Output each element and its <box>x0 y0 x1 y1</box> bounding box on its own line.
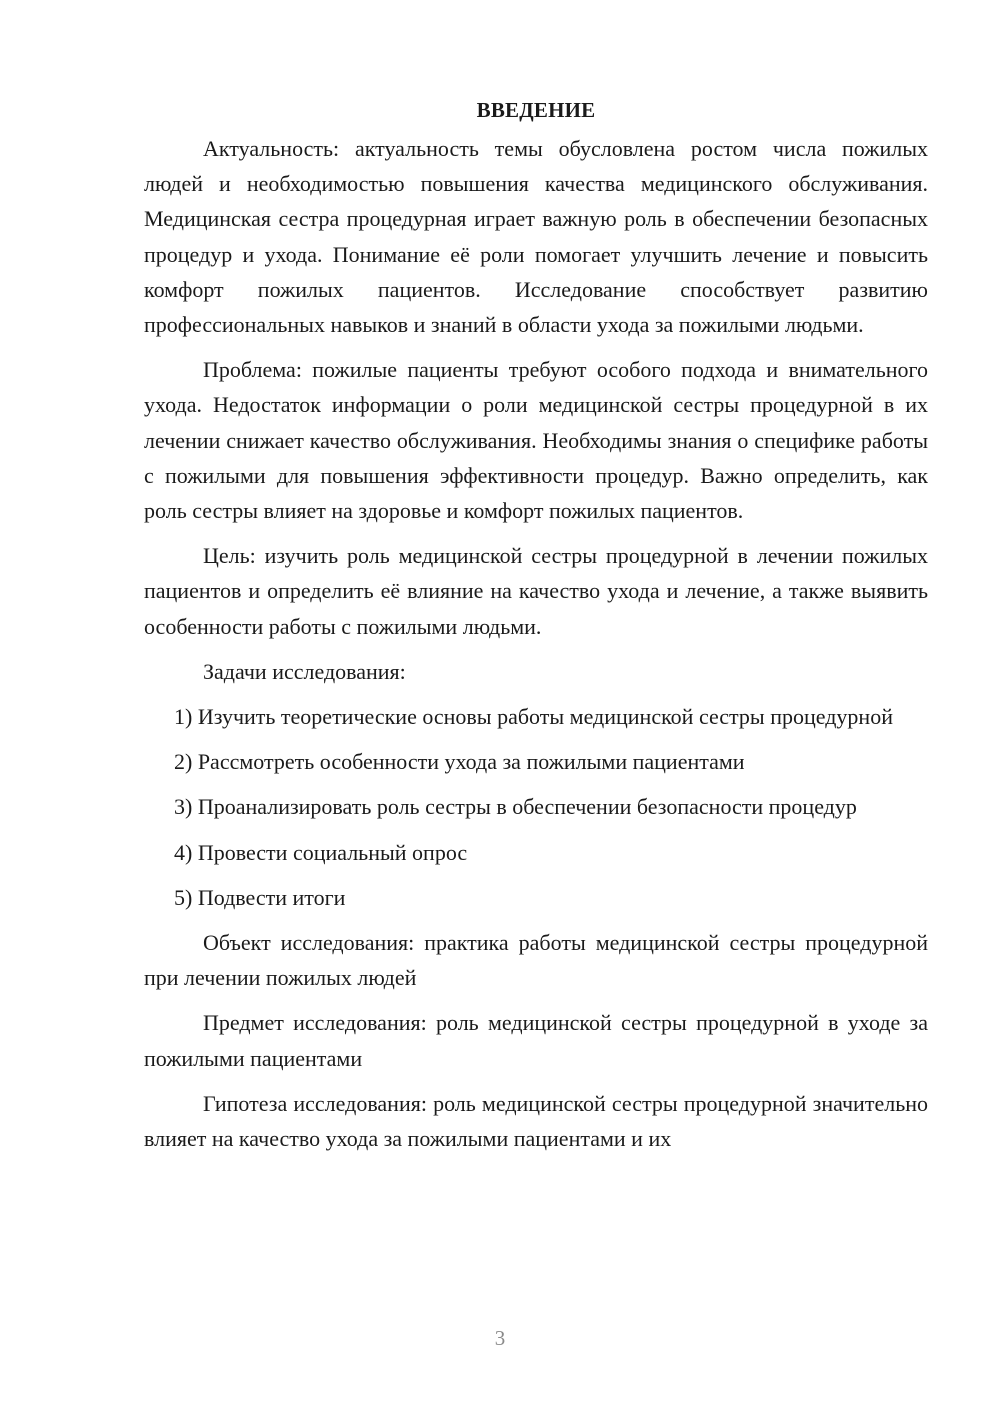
relevance-paragraph: Актуальность: актуальность темы обусловлена ростом числа пожилых людей и необходимостью повышения качества медицинского обслуживания. Медицинская сестра процедурная играет важную роль в обеспечении безопасных процедур и ухода. Понимание её роли помогает улучшить лечение и повысить комфорт пожилых пациентов. Исследование способствует развитию профессиональных навыков и знаний в области ухода за пожилыми людьми. <box>144 136 928 338</box>
task-item: 4) Провести социальный опрос <box>174 839 468 865</box>
tasks-heading: Задачи исследования: <box>203 658 406 684</box>
object-paragraph: Объект исследования: практика работы медицинской сестры процедурной при лечении пожилых людей <box>144 930 928 991</box>
subject-paragraph: Предмет исследования: роль медицинской сестры процедурной в уходе за пожилыми пациентами <box>144 1010 928 1071</box>
section-title: ВВЕДЕНИЕ <box>476 98 596 122</box>
tasks-list <box>144 699 928 915</box>
task-item: 3) Проанализировать роль сестры в обеспечении безопасности процедур <box>174 794 857 820</box>
problem-paragraph: Проблема: пожилые пациенты требуют особого подхода и внимательного ухода. Недостаток информации о роли медицинской сестры процедурной в их лечении снижает качество обслуживания. Необходимы знания о специфике работы с пожилыми для повышения эффективности процедур. Важно определить, как роль сестры влияет на здоровье и комфорт пожилых пациентов. <box>144 357 928 524</box>
goal-paragraph: Цель: изучить роль медицинской сестры процедурной в лечении пожилых пациентов и определить её влияние на качество ухода и лечение, а также выявить особенности работы с пожилыми людьми. <box>144 543 928 639</box>
task-item: 1) Изучить теоретические основы работы медицинской сестры процедурной <box>174 704 893 730</box>
hypothesis-paragraph: Гипотеза исследования: роль медицинской сестры процедурной значительно влияет на качество ухода за пожилыми пациентами и их <box>144 1090 928 1152</box>
page-number: 3 <box>494 1326 506 1350</box>
document-page <box>144 92 928 1166</box>
task-item: 5) Подвести итоги <box>174 884 346 910</box>
task-item: 2) Рассмотреть особенности ухода за пожилыми пациентами <box>174 749 745 775</box>
